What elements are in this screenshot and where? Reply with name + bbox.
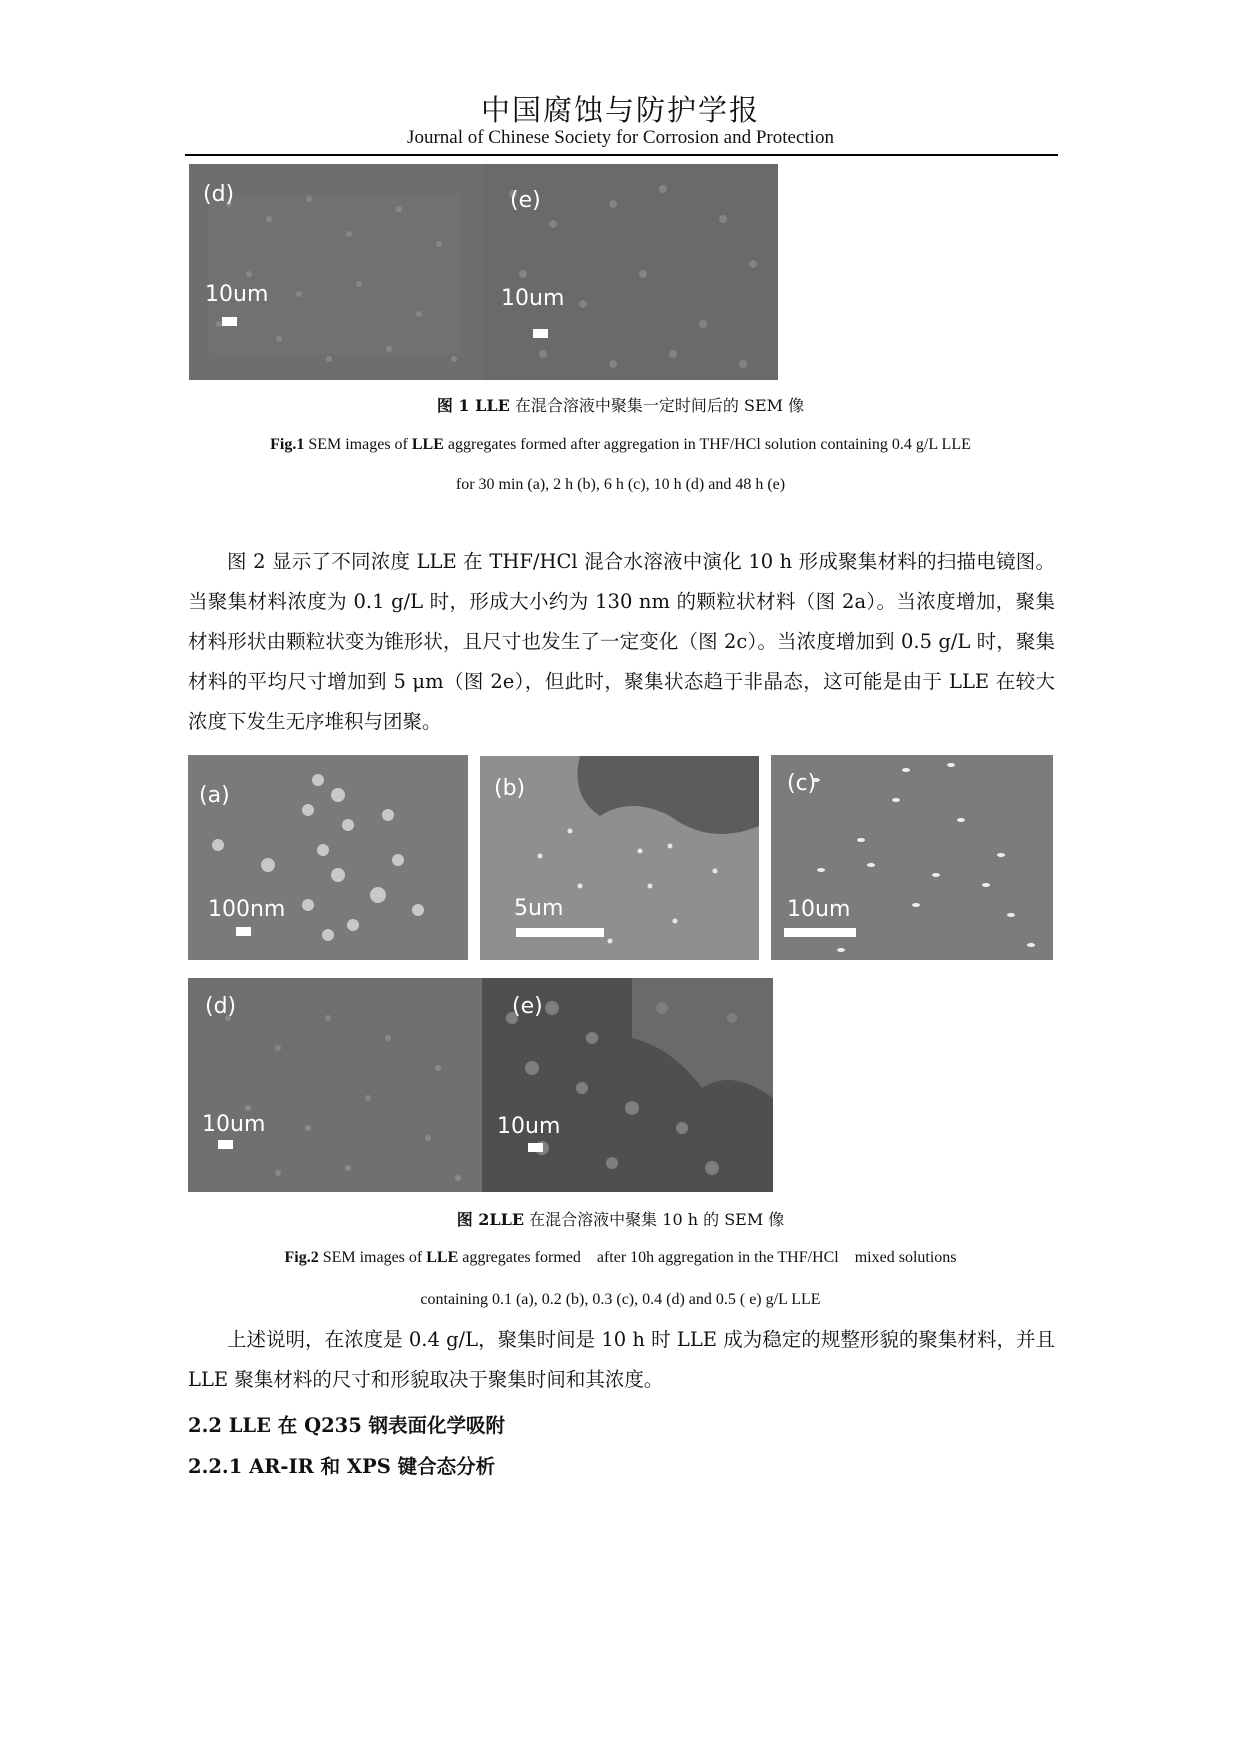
fig2-caption-cn-prefix: 图 2LLE	[456, 1210, 525, 1229]
fig1-caption-en-line2: for 30 min (a), 2 h (b), 6 h (c), 10 h (d) and 48 h (e)	[455, 476, 786, 493]
fig1-panel-d-scale-bar	[222, 317, 237, 326]
fig2-caption-cn-rest: 在混合溶液中聚集 10 h 的 SEM 像	[524, 1210, 785, 1229]
fig2-panel-b-scale-label: 5um	[514, 896, 564, 921]
fig1-panel-e-scale-label: 10um	[501, 286, 565, 311]
fig2-panel-b	[480, 756, 759, 960]
fig1-caption-cn-rest: 在混合溶液中聚集一定时间后的 SEM 像	[509, 396, 805, 415]
fig2-panel-e-scale-label: 10um	[497, 1114, 561, 1139]
fig1-panel-d-label: (d)	[203, 182, 235, 207]
fig1-caption-en-prefix: Fig.1	[270, 436, 305, 453]
fig1-caption-en-bold: LLE	[411, 436, 444, 453]
header-rule	[185, 154, 1058, 156]
fig2-panel-d-scale-bar	[218, 1140, 233, 1149]
fig2-caption-en-line2: containing 0.1 (a), 0.2 (b), 0.3 (c), 0.4 (d) and 0.5 ( e) g/L LLE	[420, 1291, 821, 1308]
fig2-panel-a-scale-label: 100nm	[208, 897, 286, 922]
fig1-panel-d-scale-label: 10um	[205, 282, 269, 307]
fig2-panel-c-scale-bar	[784, 928, 856, 937]
fig2-panel-c-scale-label: 10um	[787, 897, 851, 922]
fig2-panel-a	[188, 755, 468, 960]
paragraph-2-text: 上述说明，在浓度是 0.4 g/L，聚集时间是 10 h 时 LLE 成为稳定的规整形貌的聚集材料，并且 LLE 聚集材料的尺寸和形貌取决于聚集时间和其浓度。	[188, 1328, 1055, 1391]
fig2-panel-a-scale-bar	[236, 927, 251, 936]
fig2-caption-en-rest: aggregates formed after 10h aggregation in the THF/HCl mixed solutions	[458, 1249, 957, 1266]
section-heading-2-2: 2.2 LLE 在 Q235 钢表面化学吸附	[188, 1414, 506, 1437]
fig1-panel-e-label: (e)	[510, 188, 541, 213]
section-heading-2-2-1: 2.2.1 AR-IR 和 XPS 键合态分析	[188, 1455, 496, 1478]
paragraph-1-text: 图 2 显示了不同浓度 LLE 在 THF/HCl 混合水溶液中演化 10 h 形成聚集材料的扫描电镜图。当聚集材料浓度为 0.1 g/L 时，形成大小约为 130 nm 的颗粒状材料（图 2a）。当浓度增加，聚集材料形状由颗粒状变为锥形状，且尺寸也发生了一定变化（图 2c）。当浓度增加到 0.5 g/L 时，聚集材料的平均尺寸增加到 5 μm（图 2e），但此时，聚集状态趋于非晶态，这可能是由于 LLE 在较大浓度下发生无序堆积与团聚。	[188, 550, 1055, 733]
fig2-panel-c-label: (c)	[787, 771, 817, 796]
fig2-panel-e-label: (e)	[512, 994, 543, 1019]
fig1-caption-en-line1	[0, 436, 1241, 454]
fig2-panel-d	[188, 978, 482, 1192]
fig1-panel-d	[189, 164, 483, 380]
fig2-panel-e-scale-bar	[528, 1143, 543, 1152]
fig1-panel-e	[483, 164, 778, 380]
fig1-caption-cn	[0, 393, 1241, 416]
fig2-panel-b-scale-bar	[516, 928, 604, 937]
fig2-panel-a-label: (a)	[199, 783, 230, 808]
paragraph-1	[188, 542, 1055, 742]
fig1-caption-en-rest: aggregates formed after aggregation in THF/HCl solution containing 0.4 g/L LLE	[443, 436, 971, 453]
fig1-panel-e-scale-bar	[533, 329, 548, 338]
journal-title-en: Journal of Chinese Society for Corrosion and Protection	[407, 127, 834, 148]
paragraph-2	[188, 1320, 1055, 1400]
fig2-caption-en-prefix: Fig.2	[284, 1249, 319, 1266]
fig2-panel-d-scale-label: 10um	[202, 1112, 266, 1137]
fig2-caption-en-line1	[0, 1249, 1241, 1267]
fig1-caption-en-mid: SEM images of	[304, 436, 412, 453]
fig2-caption-en-bold: LLE	[426, 1249, 459, 1266]
fig2-panel-c	[771, 755, 1053, 960]
fig2-caption-en-mid: SEM images of	[318, 1249, 427, 1266]
fig2-panel-e	[482, 978, 773, 1192]
fig2-panel-b-label: (b)	[494, 776, 526, 801]
fig2-caption-cn	[0, 1207, 1241, 1230]
sem-texture	[188, 755, 468, 960]
journal-title-cn: 中国腐蚀与防护学报	[480, 93, 760, 127]
fig2-panel-d-label: (d)	[205, 994, 237, 1019]
fig1-caption-cn-prefix: 图 1 LLE	[436, 396, 510, 415]
